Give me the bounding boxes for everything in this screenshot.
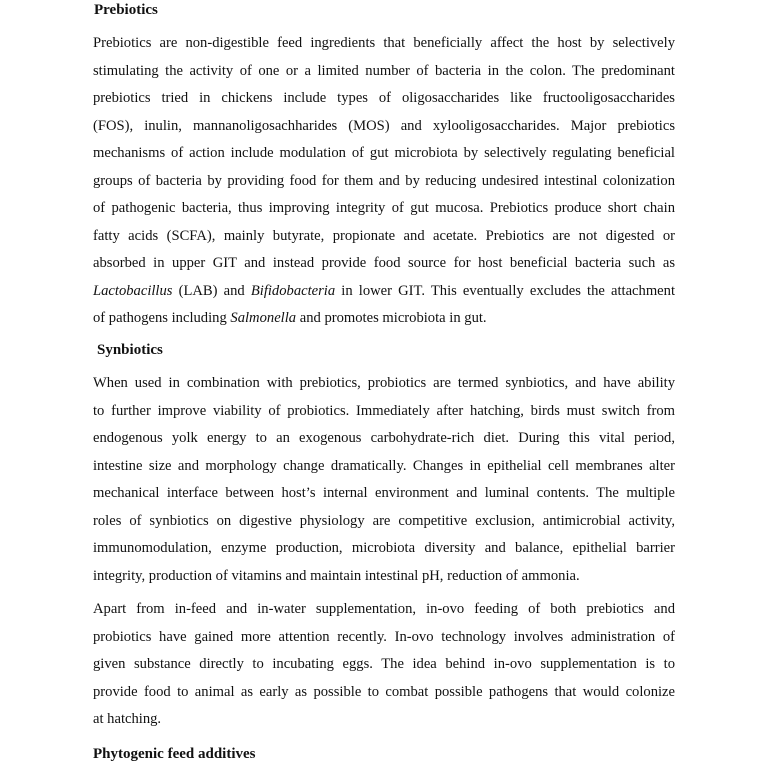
text-line: endogenous yolk energy to an exogenous carbohydrate-rich diet. During this vital period, <box>93 430 675 446</box>
heading-phytogenic-feed-additives: Phytogenic feed additives <box>93 746 256 762</box>
text-fragment: in lower GIT. This eventually excludes the attachment <box>335 282 676 299</box>
text-line: groups of bacteria by providing food for them and by reducing undesired intestinal colonization <box>93 172 675 189</box>
text-line: stimulating the activity of one or a limited number of bacteria in the colon. The predominant <box>93 62 675 79</box>
text-line: to further improve viability of probiotics. Immediately after hatching, birds must switch from <box>93 402 675 419</box>
paragraph-in-ovo <box>93 596 675 734</box>
text-fragment: and promotes microbiota in gut. <box>296 310 487 326</box>
text-line <box>93 305 675 333</box>
text-line: integrity, production of vitamins and maintain intestinal pH, reduction of ammonia. <box>93 567 580 584</box>
text-line: at hatching. <box>93 711 162 727</box>
text-line: Prebiotics are non-digestible feed ingredients that beneficially affect the host by selectively <box>93 35 675 51</box>
text-line: When used in combination with prebiotics, probiotics are termed synbiotics, and have ability <box>93 375 675 391</box>
text-line: fatty acids (SCFA), mainly butyrate, propionate and acetate. Prebiotics are not digested or <box>93 227 675 244</box>
text-line: mechanisms of action include modulation of gut microbiota by selectively regulating beneficial <box>93 145 675 161</box>
text-line: provide food to animal as early as possible to combat possible pathogens that would colonize <box>93 683 675 700</box>
text-line: intestine size and morphology change dramatically. Changes in epithelial cell membranes alter <box>93 457 675 474</box>
paragraph-synbiotics <box>93 370 675 590</box>
heading-prebiotics: Prebiotics <box>94 2 158 18</box>
paragraph-prebiotics <box>93 30 675 333</box>
text-line: absorbed in upper GIT and instead provide food source for host beneficial bacteria such as <box>93 255 675 271</box>
heading-synbiotics: Synbiotics <box>97 342 163 358</box>
text-fragment: (LAB) and <box>172 282 251 299</box>
text-line <box>93 278 675 306</box>
text-line: roles of synbiotics on digestive physiology are competitive exclusion, antimicrobial activity, <box>93 512 675 529</box>
taxon-salmonella: Salmonella <box>230 310 297 326</box>
text-line: of pathogenic bacteria, thus improving integrity of gut mucosa. Prebiotics produce short chain <box>93 200 675 216</box>
text-line: prebiotics tried in chickens include types of oligosaccharides like fructooligosaccharides <box>93 90 675 106</box>
taxon-bifidobacteria: Bifidobacteria <box>250 282 336 299</box>
text-line: Apart from in-feed and in-water supplementation, in-ovo feeding of both prebiotics and <box>93 601 675 617</box>
text-fragment: of pathogens including <box>93 310 231 326</box>
text-line: mechanical interface between host’s internal environment and luminal contents. The multiple <box>93 485 675 501</box>
taxon-lactobacillus: Lactobacillus <box>93 282 173 299</box>
text-line: immunomodulation, enzyme production, microbiota diversity and balance, epithelial barrier <box>93 540 675 556</box>
text-line: given substance directly to incubating eggs. The idea behind in-ovo supplementation is to <box>93 656 675 672</box>
text-line: (FOS), inulin, mannanoligosachharides (MOS) and xylooligosaccharides. Major prebiotics <box>93 117 675 134</box>
text-line: probiotics have gained more attention recently. In-ovo technology involves administration of <box>93 628 675 645</box>
